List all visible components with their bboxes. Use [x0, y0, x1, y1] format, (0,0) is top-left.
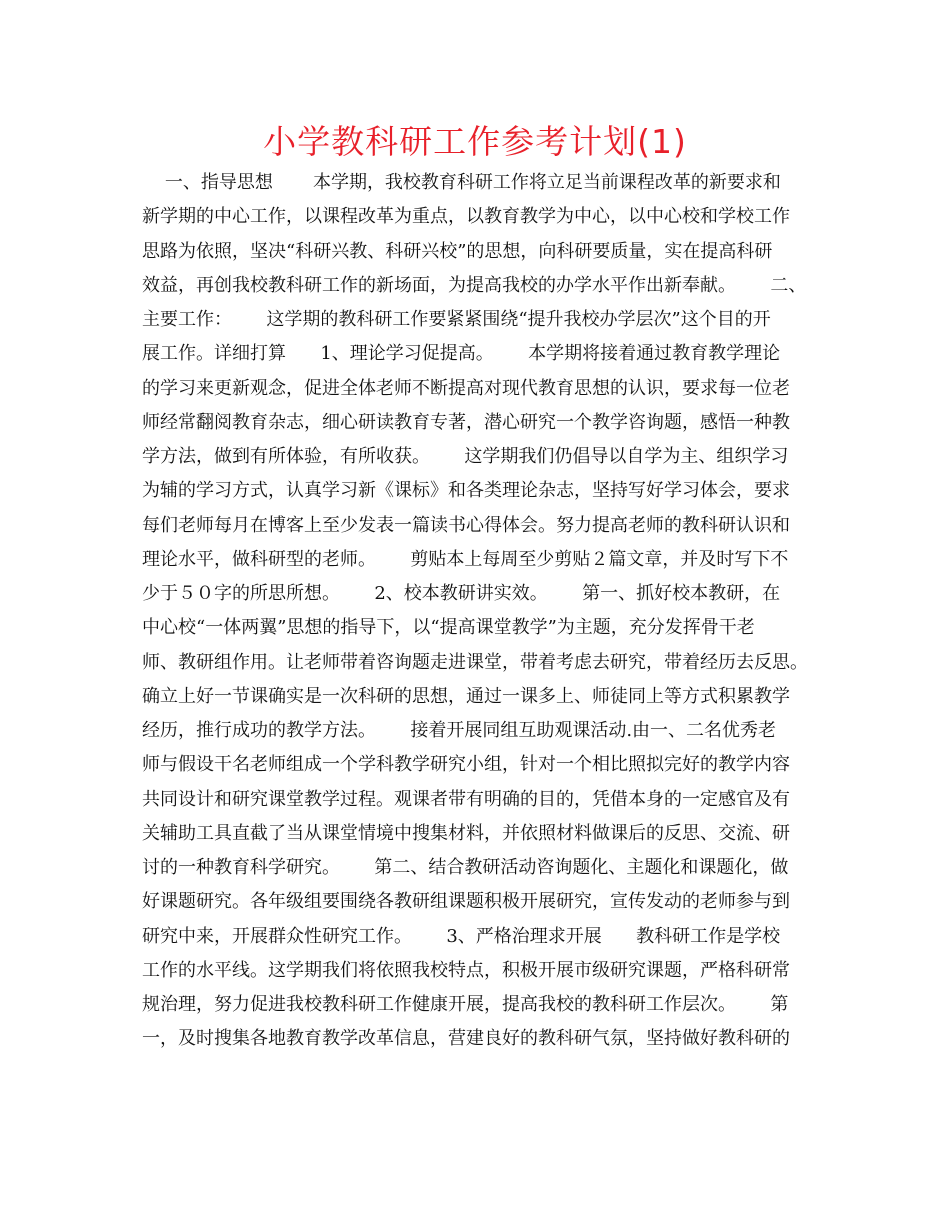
body-line: 规治理，努力促进我校教科研工作健康开展，提高我校的教科研工作层次。 第: [142, 994, 789, 1015]
body-line: 师经常翻阅教育杂志，细心研读教育专著，潜心研究一个教学咨询题，感悟一种教: [142, 411, 790, 433]
body-line: 每们老师每月在博客上至少发表一篇读书心得体会。努力提高老师的教科研认识和: [142, 514, 790, 536]
body-line: 工作的水平线。这学期我们将依照我校特点，积极开展市级研究课题，严格科研常: [142, 959, 790, 981]
body-line: 共同设计和研究课堂教学过程。观课者带有明确的目的，凭借本身的一定感官及有: [142, 788, 790, 810]
document-body: [142, 166, 822, 1057]
body-line: 师与假设干名老师组成一个学科教学研究小组，针对一个相比照拟完好的教学内容: [142, 754, 790, 776]
body-line: 新学期的中心工作，以课程改革为重点，以教育教学为中心，以中心校和学校工作: [142, 206, 790, 228]
body-line: 效益，再创我校教科研工作的新场面，为提高我校的办学水平作出新奉献。 二、: [142, 274, 807, 296]
body-line: 理论水平，做科研型的老师。 剪贴本上每周至少剪贴２篇文章，并及时写下不: [142, 548, 789, 570]
body-line: 研究中来，开展群众性研究工作。 3、严格治理求开展 教科研工作是学校: [142, 925, 781, 947]
body-line: 确立上好一节课确实是一次科研的思想，通过一课多上、师徒同上等方式积累教学: [142, 685, 790, 707]
body-line: 思路为依照，坚决“科研兴教、科研兴校”的思想，向科研要质量，实在提高科研: [142, 240, 773, 262]
body-line: 讨的一种教育科学研究。 第二、结合教研活动咨询题化、主题化和课题化，做: [142, 857, 789, 878]
body-line: 一、指导思想 本学期，我校教育科研工作将立足当前课程改革的新要求和: [142, 172, 781, 193]
body-line: 师、教研组作用。让老师带着咨询题走进课堂，带着考虑去研究，带着经历去反思。: [142, 651, 808, 673]
body-line: 一，及时搜集各地教育教学改革信息，营建良好的教科研气氛，坚持做好教科研的: [142, 1028, 790, 1050]
body-line: 展工作。详细打算 1、理论学习促提高。 本学期将接着通过教育教学理论: [142, 343, 781, 365]
body-line: 经历，推行成功的教学方法。 接着开展同组互助观课活动.由一、二名优秀老: [142, 720, 777, 741]
body-line: 为辅的学习方式，认真学习新《课标》和各类理论杂志，坚持写好学习体会，要求: [142, 480, 790, 502]
body-line: 少于５０字的所思所想。 2、校本教研讲实效。 第一、抓好校本教研，在: [142, 583, 781, 604]
document-title: 小学教科研工作参考计划(1): [263, 122, 687, 161]
body-line: 的学习来更新观念，促进全体老师不断提高对现代教育思想的认识，要求每一位老: [142, 377, 790, 399]
body-line: 学方法，做到有所体验，有所收获。 这学期我们仍倡导以自学为主、组织学习: [142, 446, 789, 467]
body-line: 主要工作： 这学期的教科研工作要紧紧围绕“提升我校办学层次”这个目的开: [142, 309, 771, 330]
body-line: 好课题研究。各年级组要围绕各教研组课题积极开展研究，宣传发动的老师参与到: [142, 891, 790, 913]
body-line: 关辅助工具直截了当从课堂情境中搜集材料，并依照材料做课后的反思、交流、研: [142, 822, 790, 844]
body-line: 中心校“一体两翼”思想的指导下，以“提高课堂教学”为主题，充分发挥骨干老: [142, 617, 755, 639]
